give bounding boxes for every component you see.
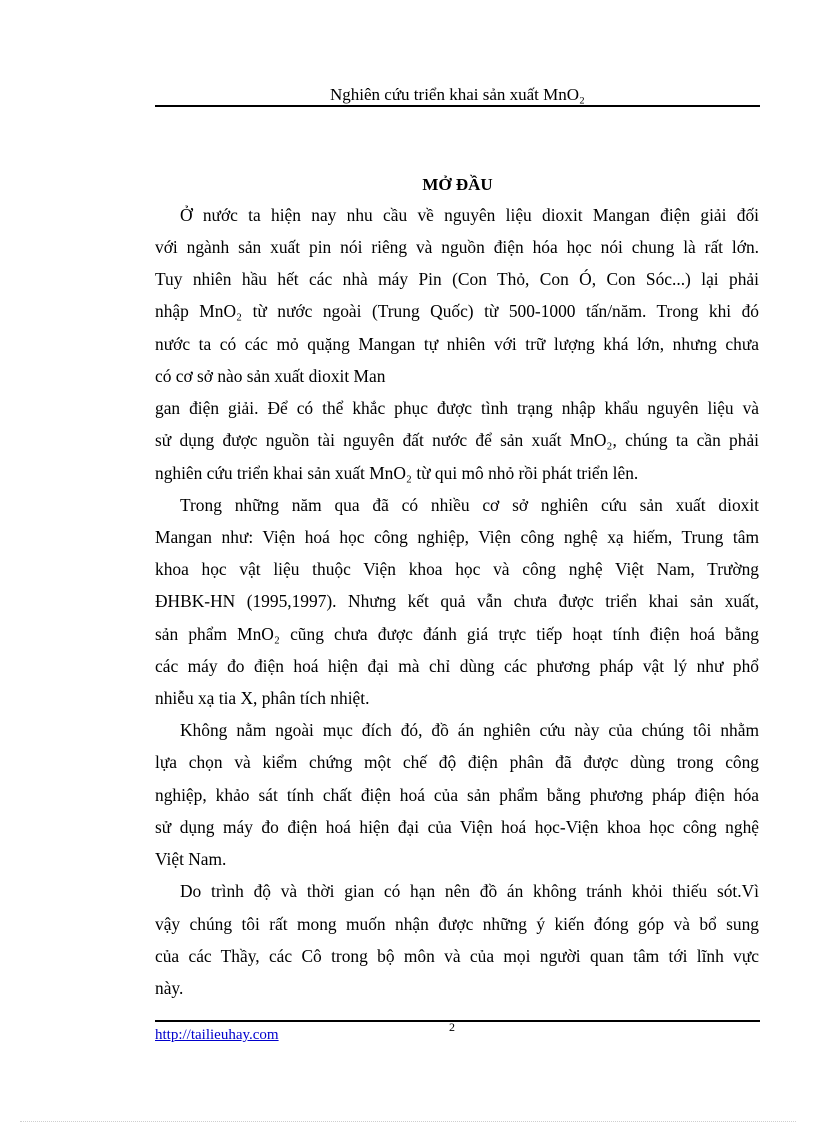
paragraph-line: sử dụng máy đo điện hoá hiện đại của Viện hoá học-Viện khoa học công nghệ — [155, 817, 759, 837]
paragraph-line: lựa chọn và kiểm chứng một chế độ điện phân đã được dùng trong công — [155, 752, 759, 772]
paragraph-line: Do trình độ và thời gian có hạn nên đồ án không tránh khỏi thiếu sót.Vì — [180, 881, 759, 901]
paragraph-line: Mangan như: Viện hoá học công nghiệp, Viện công nghệ xạ hiếm, Trung tâm — [155, 527, 759, 547]
paragraph-line: nước ta có các mỏ quặng Mangan tự nhiên với trữ lượng khá lớn, nhưng chưa — [155, 334, 759, 354]
paragraph-line: với ngành sản xuất pin nói riêng và nguồn điện hóa học nói chung là rất lớn. — [155, 237, 759, 257]
paragraph-line: Không nằm ngoài mục đích đó, đồ án nghiên cứu này của chúng tôi nhằm — [180, 720, 759, 740]
section-heading: MỞ ĐẦU — [422, 175, 493, 194]
paragraph-line: của các Thầy, các Cô trong bộ môn và của mọi người quan tâm tới lĩnh vực — [155, 946, 759, 966]
paragraph-line: Việt Nam. — [155, 849, 227, 869]
paragraph-line: sản phẩm MnO₂ cũng chưa được đánh giá trực tiếp hoạt tính điện hoá bằng — [155, 624, 759, 644]
running-header-title: Nghiên cứu triển khai sản xuất MnO₂ — [330, 85, 585, 104]
page-number: 2 — [449, 1020, 455, 1034]
paragraph-line: Trong những năm qua đã có nhiều cơ sở nghiên cứu sản xuất dioxit — [180, 495, 759, 515]
paragraph-line: này. — [155, 978, 184, 998]
paragraph-line: vậy chúng tôi rất mong muốn nhận được những ý kiến đóng góp và bổ sung — [155, 914, 759, 934]
paragraph-line: Ở nước ta hiện nay nhu cầu về nguyên liệu dioxit Mangan điện giải đối — [180, 205, 759, 225]
paragraph-line: nghiệp, khảo sát tính chất điện hoá của sản phẩm bằng phương pháp điện hóa — [155, 785, 759, 805]
header-divider — [155, 105, 760, 107]
paragraph-line: các máy đo điện hoá hiện đại mà chỉ dùng các phương pháp vật lý như phổ — [155, 656, 759, 676]
footer-website-link[interactable]: http://tailieuhay.com — [155, 1027, 279, 1043]
paragraph-line: có cơ sở nào sản xuất dioxit Man — [155, 366, 386, 386]
paragraph-line: nhiễu xạ tia X, phân tích nhiệt. — [155, 688, 370, 708]
paragraph-line: khoa học vật liệu thuộc Viện khoa học và công nghệ Việt Nam, Trường — [155, 559, 759, 579]
paragraph-line: gan điện giải. Để có thể khắc phục được tình trạng nhập khẩu nguyên liệu và — [155, 398, 759, 418]
paragraph-line: Tuy nhiên hầu hết các nhà máy Pin (Con Thỏ, Con Ó, Con Sóc...) lại phải — [155, 269, 759, 289]
paragraph-line: ĐHBK-HN (1995,1997). Nhưng kết quả vẫn chưa được triển khai sản xuất, — [155, 591, 759, 611]
paragraph-line: sử dụng được nguồn tài nguyên đất nước để sản xuất MnO₂, chúng ta cần phải — [155, 430, 759, 450]
page-bottom-border — [20, 1121, 796, 1122]
paragraph-line: nghiên cứu triển khai sản xuất MnO₂ từ qui mô nhỏ rồi phát triển lên. — [155, 463, 639, 483]
footer-divider — [155, 1020, 760, 1022]
paragraph-line: nhập MnO₂ từ nước ngoài (Trung Quốc) từ 500-1000 tấn/năm. Trong khi đó — [155, 301, 759, 321]
